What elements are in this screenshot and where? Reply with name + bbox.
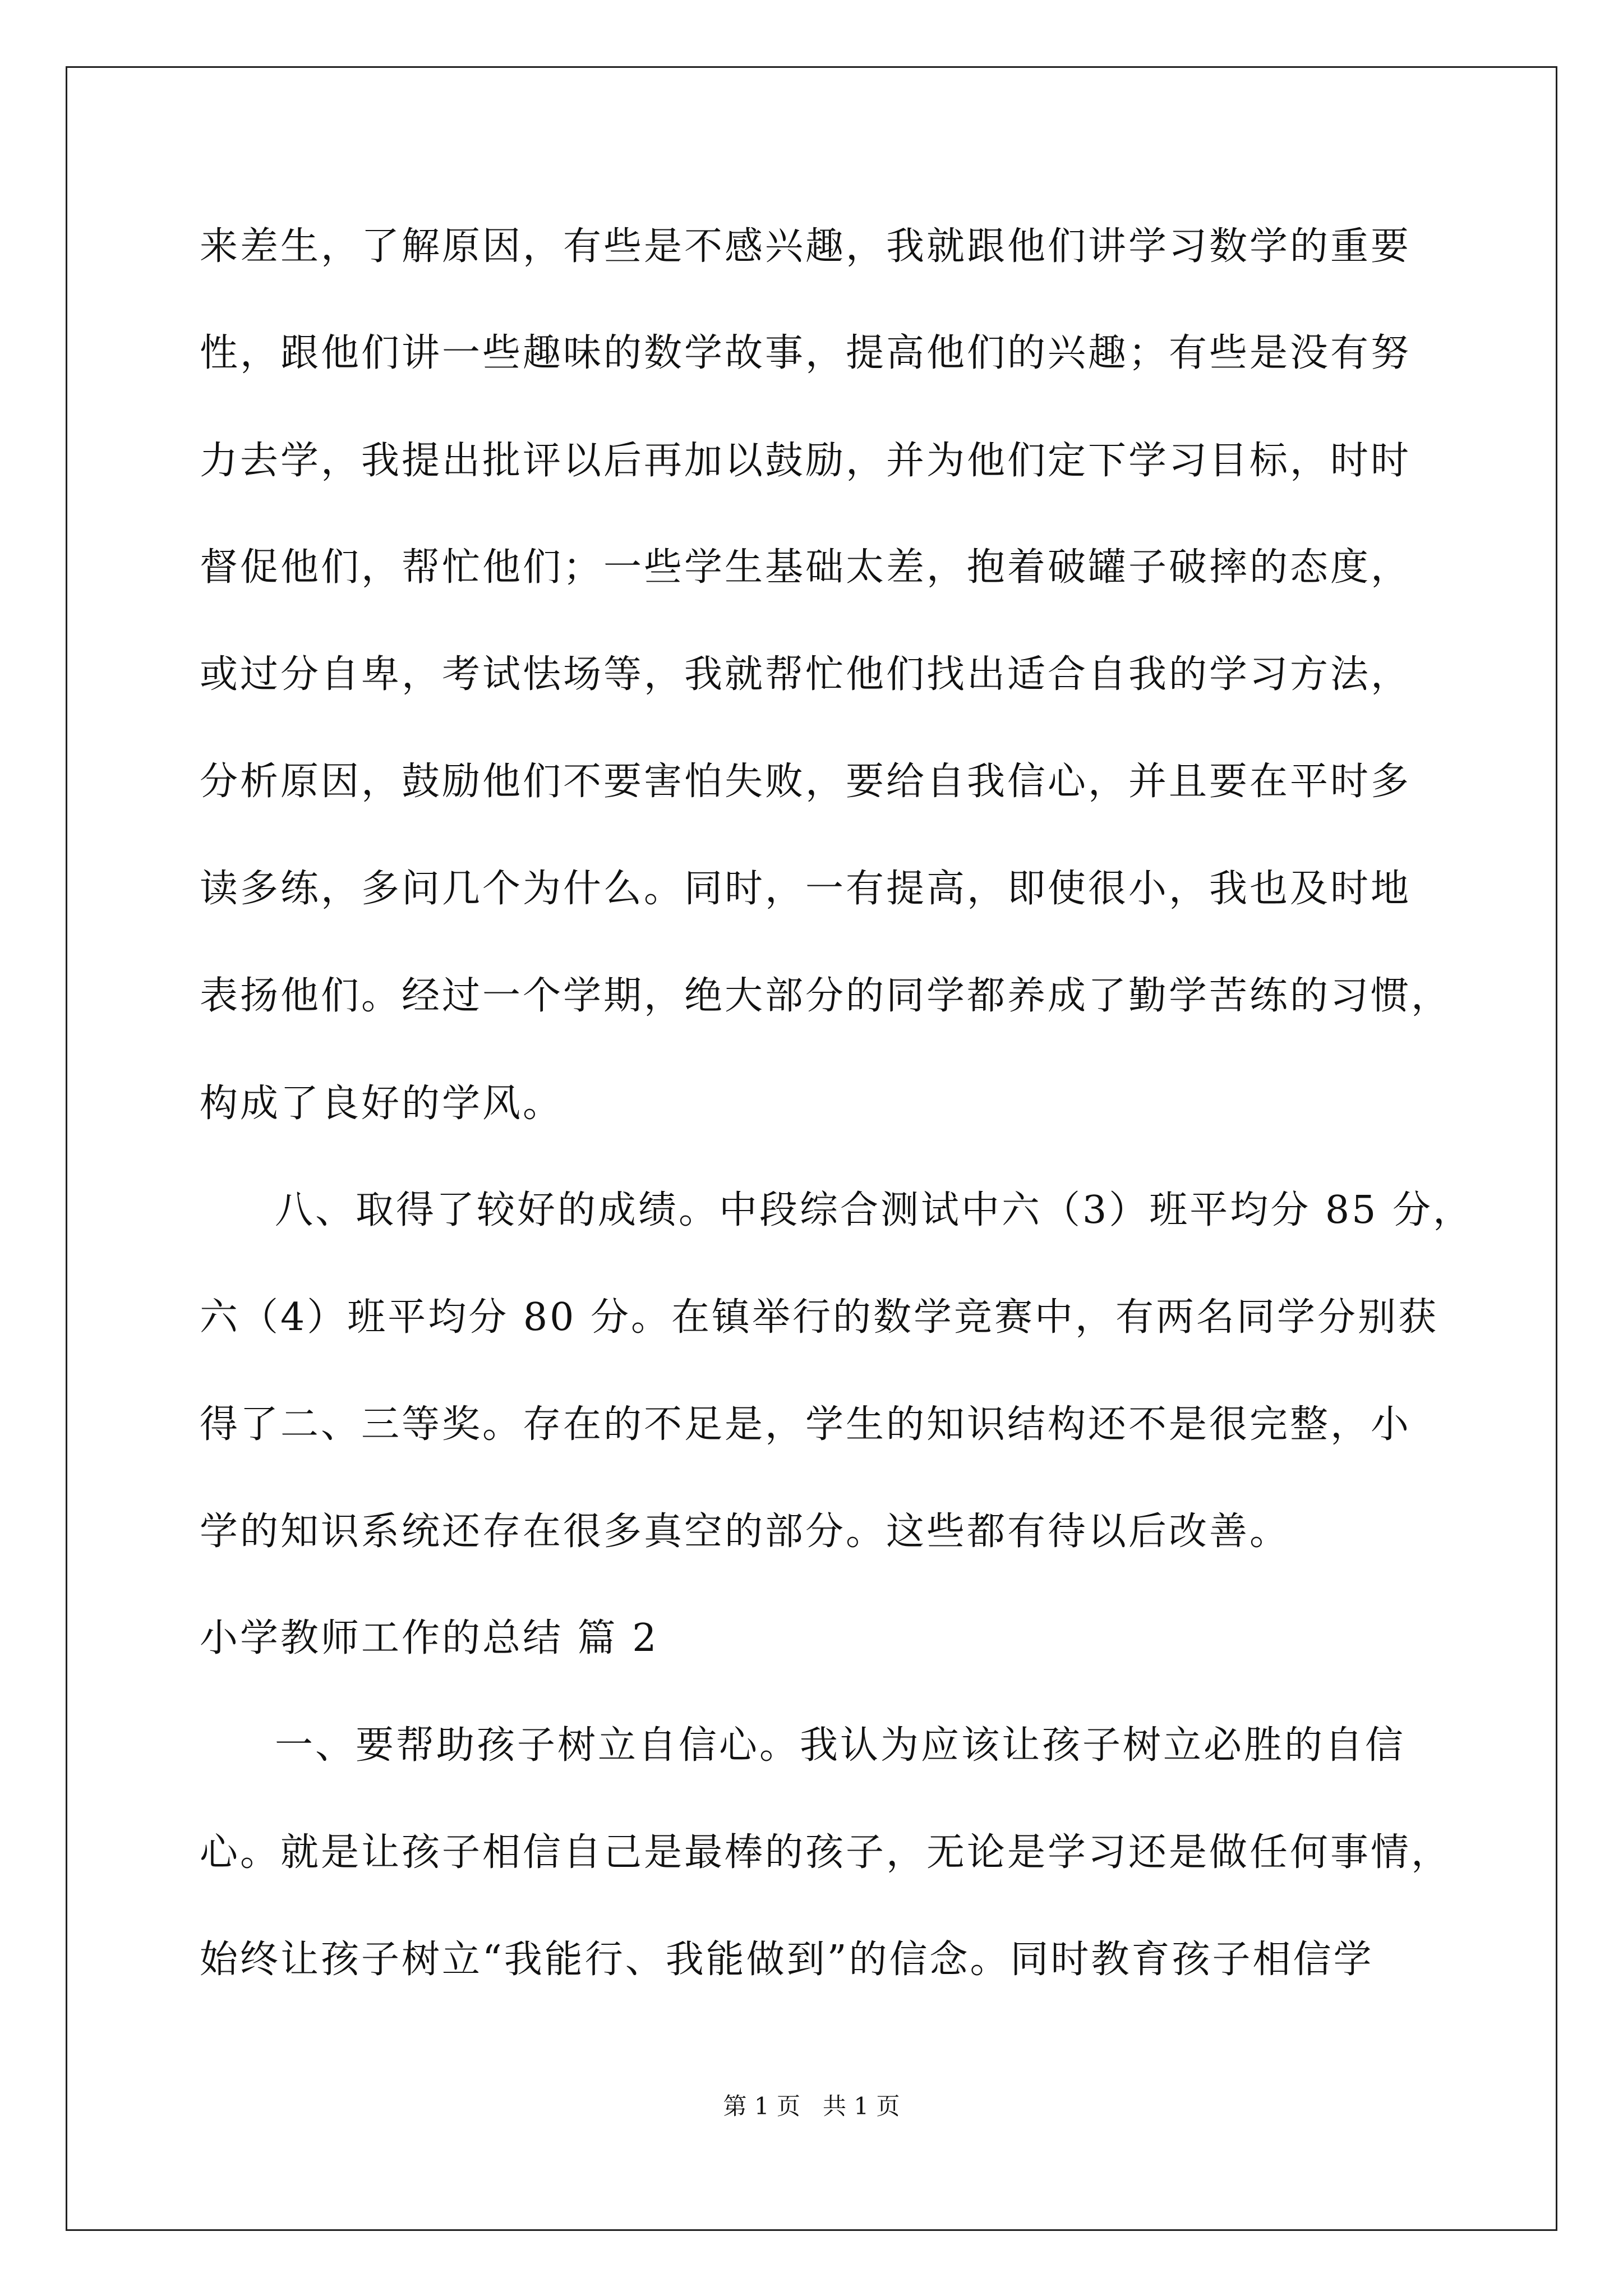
text-line: 学的知识系统还存在很多真空的部分。这些都有待以后改善。 [200, 1510, 1290, 1554]
page-footer: 第 1 页 共 1 页 [723, 2092, 900, 2120]
text-line: 六（4）班平均分 80 分。在镇举行的数学竞赛中，有两名同学分别获 [200, 1295, 1439, 1340]
text-line: 心。就是让孩子相信自己是最棒的孩子，无论是学习还是做任何事情， [200, 1830, 1452, 1875]
text-line: 或过分自卑，考试怯场等，我就帮忙他们找出适合自我的学习方法， [200, 652, 1412, 697]
text-line: 构成了良好的学风。 [200, 1082, 564, 1126]
page-border [66, 66, 1557, 2231]
text-line: 读多练，多问几个为什么。同时，一有提高，即使很小，我也及时地 [200, 867, 1412, 911]
text-line: 表扬他们。经过一个学期，绝大部分的同学都养成了勤学苦练的习惯， [200, 974, 1452, 1018]
text-line: 始终让孩子树立“我能行、我能做到”的信念。同时教育孩子相信学 [200, 1938, 1374, 1982]
text-line: 得了二、三等奖。存在的不足是，学生的知识结构还不是很完整，小 [200, 1402, 1412, 1447]
paragraph-first-line: 一、要帮助孩子树立自信心。我认为应该让孩子树立必胜的自信 [275, 1723, 1406, 1768]
section-heading: 小学教师工作的总结 篇 2 [200, 1616, 659, 1660]
text-line: 督促他们，帮忙他们；一些学生基础太差，抱着破罐子破摔的态度， [200, 545, 1412, 590]
text-line: 力去学，我提出批评以后再加以鼓励，并为他们定下学习目标，时时 [200, 439, 1412, 483]
text-line: 分析原因，鼓励他们不要害怕失败，要给自我信心，并且要在平时多 [200, 760, 1412, 804]
paragraph-first-line: 八、取得了较好的成绩。中段综合测试中六（3）班平均分 85 分， [275, 1188, 1474, 1232]
text-line: 性，跟他们讲一些趣味的数学故事，提高他们的兴趣；有些是没有努 [200, 331, 1412, 375]
text-line: 来差生，了解原因，有些是不感兴趣，我就跟他们讲学习数学的重要 [200, 224, 1412, 269]
